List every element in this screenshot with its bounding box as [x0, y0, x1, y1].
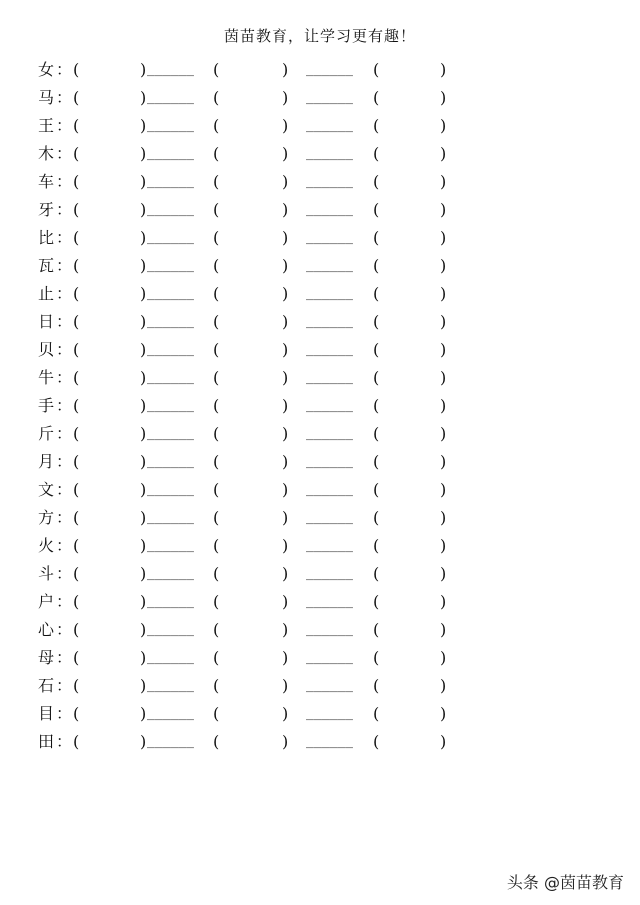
underline-1: ______	[147, 678, 194, 693]
answer-blank-3-close: )	[440, 200, 447, 219]
answer-blank-2-open: (	[213, 676, 220, 695]
underline-1: ______	[147, 370, 194, 385]
answer-blank-2-close: )	[282, 424, 289, 443]
answer-blank-1-close: )	[140, 340, 147, 359]
worksheet-row	[0, 420, 640, 448]
underline-2: ______	[306, 734, 353, 749]
answer-blank-3-open: (	[373, 648, 380, 667]
answer-blank-3-open: (	[373, 340, 380, 359]
character-label: 心	[38, 620, 55, 639]
answer-blank-1-close: )	[140, 452, 147, 471]
character-label: 斗	[38, 564, 55, 583]
answer-blank-3-close: )	[440, 732, 447, 751]
character-label: 牛	[38, 368, 55, 387]
answer-blank-1-close: )	[140, 284, 147, 303]
answer-blank-2-open: (	[213, 508, 220, 527]
answer-blank-2-close: )	[282, 620, 289, 639]
answer-blank-3-open: (	[373, 424, 380, 443]
answer-blank-1-open: (	[73, 704, 80, 723]
answer-blank-2-close: )	[282, 704, 289, 723]
answer-blank-2-open: (	[213, 116, 220, 135]
answer-blank-1-close: )	[140, 200, 147, 219]
character-label: 月	[38, 452, 55, 471]
answer-blank-1-open: (	[73, 60, 80, 79]
character-label: 石	[38, 676, 55, 695]
colon: ：	[56, 592, 73, 611]
underline-2: ______	[306, 706, 353, 721]
worksheet-row	[0, 644, 640, 672]
answer-blank-3-open: (	[373, 284, 380, 303]
answer-blank-2-close: )	[282, 396, 289, 415]
character-label: 牙	[38, 200, 55, 219]
answer-blank-3-close: )	[440, 144, 447, 163]
colon: ：	[56, 144, 73, 163]
colon: ：	[56, 704, 73, 723]
answer-blank-3-close: )	[440, 564, 447, 583]
answer-blank-1-open: (	[73, 592, 80, 611]
worksheet-row	[0, 672, 640, 700]
underline-2: ______	[306, 538, 353, 553]
colon: ：	[56, 480, 73, 499]
worksheet-row	[0, 364, 640, 392]
character-label: 王	[38, 116, 55, 135]
answer-blank-3-open: (	[373, 732, 380, 751]
answer-blank-2-open: (	[213, 480, 220, 499]
answer-blank-3-open: (	[373, 312, 380, 331]
answer-blank-3-close: )	[440, 172, 447, 191]
answer-blank-1-close: )	[140, 88, 147, 107]
underline-2: ______	[306, 342, 353, 357]
underline-1: ______	[147, 398, 194, 413]
answer-blank-1-open: (	[73, 508, 80, 527]
worksheet-row	[0, 84, 640, 112]
answer-blank-3-open: (	[373, 704, 380, 723]
answer-blank-1-close: )	[140, 256, 147, 275]
answer-blank-1-open: (	[73, 200, 80, 219]
answer-blank-3-open: (	[373, 228, 380, 247]
answer-blank-3-open: (	[373, 172, 380, 191]
answer-blank-3-close: )	[440, 228, 447, 247]
underline-2: ______	[306, 230, 353, 245]
underline-1: ______	[147, 286, 194, 301]
underline-1: ______	[147, 258, 194, 273]
underline-2: ______	[306, 370, 353, 385]
answer-blank-2-close: )	[282, 592, 289, 611]
answer-blank-1-open: (	[73, 144, 80, 163]
worksheet-row	[0, 196, 640, 224]
colon: ：	[56, 340, 73, 359]
character-label: 止	[38, 284, 55, 303]
colon: ：	[56, 368, 73, 387]
answer-blank-3-close: )	[440, 536, 447, 555]
underline-2: ______	[306, 146, 353, 161]
answer-blank-3-open: (	[373, 676, 380, 695]
answer-blank-1-open: (	[73, 424, 80, 443]
answer-blank-3-open: (	[373, 116, 380, 135]
answer-blank-2-open: (	[213, 592, 220, 611]
answer-blank-2-close: )	[282, 144, 289, 163]
answer-blank-2-close: )	[282, 172, 289, 191]
worksheet-row	[0, 252, 640, 280]
answer-blank-2-close: )	[282, 564, 289, 583]
worksheet-row	[0, 336, 640, 364]
answer-blank-1-close: )	[140, 592, 147, 611]
character-label: 木	[38, 144, 55, 163]
character-label: 日	[38, 312, 55, 331]
character-label: 目	[38, 704, 55, 723]
underline-2: ______	[306, 650, 353, 665]
worksheet-rows	[0, 56, 640, 756]
worksheet-row	[0, 448, 640, 476]
answer-blank-1-open: (	[73, 396, 80, 415]
worksheet-row	[0, 56, 640, 84]
answer-blank-3-open: (	[373, 256, 380, 275]
worksheet-row	[0, 280, 640, 308]
underline-1: ______	[147, 174, 194, 189]
answer-blank-3-open: (	[373, 200, 380, 219]
answer-blank-3-close: )	[440, 60, 447, 79]
answer-blank-2-open: (	[213, 452, 220, 471]
underline-1: ______	[147, 706, 194, 721]
underline-1: ______	[147, 230, 194, 245]
answer-blank-3-close: )	[440, 312, 447, 331]
underline-2: ______	[306, 454, 353, 469]
answer-blank-1-open: (	[73, 340, 80, 359]
answer-blank-3-close: )	[440, 88, 447, 107]
character-label: 火	[38, 536, 55, 555]
answer-blank-1-open: (	[73, 564, 80, 583]
answer-blank-2-open: (	[213, 536, 220, 555]
answer-blank-3-open: (	[373, 508, 380, 527]
answer-blank-3-close: )	[440, 340, 447, 359]
answer-blank-1-close: )	[140, 620, 147, 639]
underline-1: ______	[147, 202, 194, 217]
character-label: 母	[38, 648, 55, 667]
underline-2: ______	[306, 678, 353, 693]
answer-blank-1-close: )	[140, 172, 147, 191]
underline-2: ______	[306, 202, 353, 217]
answer-blank-3-close: )	[440, 648, 447, 667]
answer-blank-2-open: (	[213, 340, 220, 359]
answer-blank-3-close: )	[440, 256, 447, 275]
answer-blank-2-open: (	[213, 396, 220, 415]
answer-blank-2-close: )	[282, 508, 289, 527]
answer-blank-2-close: )	[282, 648, 289, 667]
answer-blank-1-close: )	[140, 312, 147, 331]
answer-blank-1-open: (	[73, 228, 80, 247]
worksheet-row	[0, 560, 640, 588]
underline-2: ______	[306, 286, 353, 301]
answer-blank-1-close: )	[140, 676, 147, 695]
character-label: 女	[38, 60, 55, 79]
worksheet-row	[0, 616, 640, 644]
colon: ：	[56, 256, 73, 275]
answer-blank-2-open: (	[213, 424, 220, 443]
answer-blank-2-close: )	[282, 340, 289, 359]
character-label: 方	[38, 508, 55, 527]
answer-blank-2-open: (	[213, 144, 220, 163]
colon: ：	[56, 172, 73, 191]
answer-blank-2-open: (	[213, 368, 220, 387]
colon: ：	[56, 536, 73, 555]
answer-blank-3-close: )	[440, 116, 447, 135]
underline-2: ______	[306, 566, 353, 581]
underline-1: ______	[147, 566, 194, 581]
character-label: 文	[38, 480, 55, 499]
underline-2: ______	[306, 482, 353, 497]
underline-1: ______	[147, 538, 194, 553]
character-label: 瓦	[38, 256, 55, 275]
watermark: 头条 @茵苗教育	[506, 873, 624, 892]
answer-blank-2-close: )	[282, 536, 289, 555]
answer-blank-3-open: (	[373, 368, 380, 387]
underline-1: ______	[147, 594, 194, 609]
answer-blank-2-close: )	[282, 452, 289, 471]
underline-2: ______	[306, 314, 353, 329]
underline-1: ______	[147, 510, 194, 525]
colon: ：	[56, 200, 73, 219]
answer-blank-1-close: )	[140, 116, 147, 135]
answer-blank-2-open: (	[213, 172, 220, 191]
answer-blank-2-close: )	[282, 312, 289, 331]
answer-blank-2-close: )	[282, 368, 289, 387]
answer-blank-1-close: )	[140, 228, 147, 247]
answer-blank-1-open: (	[73, 284, 80, 303]
answer-blank-1-close: )	[140, 144, 147, 163]
answer-blank-1-open: (	[73, 312, 80, 331]
worksheet-row	[0, 476, 640, 504]
answer-blank-2-close: )	[282, 60, 289, 79]
colon: ：	[56, 116, 73, 135]
answer-blank-3-close: )	[440, 704, 447, 723]
colon: ：	[56, 620, 73, 639]
answer-blank-3-close: )	[440, 368, 447, 387]
underline-2: ______	[306, 398, 353, 413]
underline-2: ______	[306, 174, 353, 189]
answer-blank-2-open: (	[213, 88, 220, 107]
colon: ：	[56, 284, 73, 303]
answer-blank-2-open: (	[213, 312, 220, 331]
answer-blank-1-open: (	[73, 676, 80, 695]
answer-blank-2-close: )	[282, 676, 289, 695]
answer-blank-3-open: (	[373, 144, 380, 163]
colon: ：	[56, 60, 73, 79]
underline-2: ______	[306, 510, 353, 525]
underline-2: ______	[306, 90, 353, 105]
answer-blank-3-open: (	[373, 88, 380, 107]
answer-blank-3-close: )	[440, 396, 447, 415]
character-label: 比	[38, 228, 55, 247]
answer-blank-2-open: (	[213, 564, 220, 583]
answer-blank-2-close: )	[282, 256, 289, 275]
character-label: 斤	[38, 424, 55, 443]
underline-1: ______	[147, 342, 194, 357]
underline-2: ______	[306, 118, 353, 133]
answer-blank-1-open: (	[73, 172, 80, 191]
answer-blank-2-close: )	[282, 228, 289, 247]
answer-blank-1-open: (	[73, 732, 80, 751]
answer-blank-3-close: )	[440, 508, 447, 527]
worksheet-row	[0, 112, 640, 140]
worksheet-row	[0, 392, 640, 420]
answer-blank-1-close: )	[140, 536, 147, 555]
underline-1: ______	[147, 118, 194, 133]
colon: ：	[56, 424, 73, 443]
underline-1: ______	[147, 734, 194, 749]
answer-blank-2-open: (	[213, 256, 220, 275]
page-title: 茵苗教育，让学习更有趣！	[223, 27, 416, 45]
answer-blank-1-open: (	[73, 620, 80, 639]
underline-1: ______	[147, 146, 194, 161]
answer-blank-1-open: (	[73, 116, 80, 135]
underline-1: ______	[147, 454, 194, 469]
answer-blank-2-open: (	[213, 648, 220, 667]
answer-blank-2-open: (	[213, 284, 220, 303]
answer-blank-1-open: (	[73, 452, 80, 471]
answer-blank-3-open: (	[373, 60, 380, 79]
underline-2: ______	[306, 258, 353, 273]
answer-blank-3-close: )	[440, 452, 447, 471]
answer-blank-2-close: )	[282, 732, 289, 751]
answer-blank-1-open: (	[73, 536, 80, 555]
answer-blank-1-close: )	[140, 508, 147, 527]
underline-2: ______	[306, 426, 353, 441]
answer-blank-2-open: (	[213, 60, 220, 79]
worksheet-row	[0, 532, 640, 560]
underline-1: ______	[147, 622, 194, 637]
answer-blank-1-open: (	[73, 256, 80, 275]
answer-blank-2-open: (	[213, 228, 220, 247]
answer-blank-1-close: )	[140, 60, 147, 79]
colon: ：	[56, 648, 73, 667]
answer-blank-2-open: (	[213, 732, 220, 751]
underline-1: ______	[147, 482, 194, 497]
answer-blank-3-close: )	[440, 480, 447, 499]
answer-blank-1-open: (	[73, 88, 80, 107]
underline-2: ______	[306, 594, 353, 609]
colon: ：	[56, 88, 73, 107]
worksheet-row	[0, 140, 640, 168]
answer-blank-3-close: )	[440, 620, 447, 639]
answer-blank-2-open: (	[213, 620, 220, 639]
colon: ：	[56, 228, 73, 247]
answer-blank-2-open: (	[213, 704, 220, 723]
answer-blank-2-close: )	[282, 200, 289, 219]
worksheet-row	[0, 224, 640, 252]
colon: ：	[56, 452, 73, 471]
answer-blank-2-close: )	[282, 88, 289, 107]
underline-1: ______	[147, 650, 194, 665]
answer-blank-3-close: )	[440, 676, 447, 695]
answer-blank-1-close: )	[140, 704, 147, 723]
worksheet-row	[0, 308, 640, 336]
answer-blank-3-open: (	[373, 396, 380, 415]
answer-blank-1-close: )	[140, 396, 147, 415]
character-label: 贝	[38, 340, 55, 359]
answer-blank-3-open: (	[373, 620, 380, 639]
answer-blank-3-close: )	[440, 424, 447, 443]
answer-blank-1-open: (	[73, 480, 80, 499]
answer-blank-3-open: (	[373, 592, 380, 611]
answer-blank-1-open: (	[73, 648, 80, 667]
answer-blank-1-close: )	[140, 648, 147, 667]
underline-2: ______	[306, 62, 353, 77]
answer-blank-3-open: (	[373, 564, 380, 583]
character-label: 手	[38, 396, 55, 415]
underline-1: ______	[147, 314, 194, 329]
answer-blank-2-close: )	[282, 284, 289, 303]
underline-1: ______	[147, 62, 194, 77]
answer-blank-2-close: )	[282, 480, 289, 499]
answer-blank-1-open: (	[73, 368, 80, 387]
worksheet-row	[0, 728, 640, 756]
answer-blank-3-close: )	[440, 284, 447, 303]
answer-blank-1-close: )	[140, 732, 147, 751]
character-label: 户	[38, 592, 55, 611]
answer-blank-3-close: )	[440, 592, 447, 611]
worksheet-row	[0, 168, 640, 196]
colon: ：	[56, 732, 73, 751]
answer-blank-1-close: )	[140, 564, 147, 583]
colon: ：	[56, 508, 73, 527]
colon: ：	[56, 312, 73, 331]
answer-blank-3-open: (	[373, 536, 380, 555]
worksheet-row	[0, 700, 640, 728]
answer-blank-3-open: (	[373, 452, 380, 471]
answer-blank-2-close: )	[282, 116, 289, 135]
colon: ：	[56, 396, 73, 415]
character-label: 车	[38, 172, 55, 191]
character-label: 马	[38, 88, 55, 107]
answer-blank-3-open: (	[373, 480, 380, 499]
colon: ：	[56, 564, 73, 583]
worksheet-row	[0, 588, 640, 616]
worksheet-row	[0, 504, 640, 532]
colon: ：	[56, 676, 73, 695]
underline-2: ______	[306, 622, 353, 637]
underline-1: ______	[147, 90, 194, 105]
underline-1: ______	[147, 426, 194, 441]
character-label: 田	[38, 732, 55, 751]
answer-blank-1-close: )	[140, 368, 147, 387]
answer-blank-1-close: )	[140, 480, 147, 499]
answer-blank-1-close: )	[140, 424, 147, 443]
answer-blank-2-open: (	[213, 200, 220, 219]
